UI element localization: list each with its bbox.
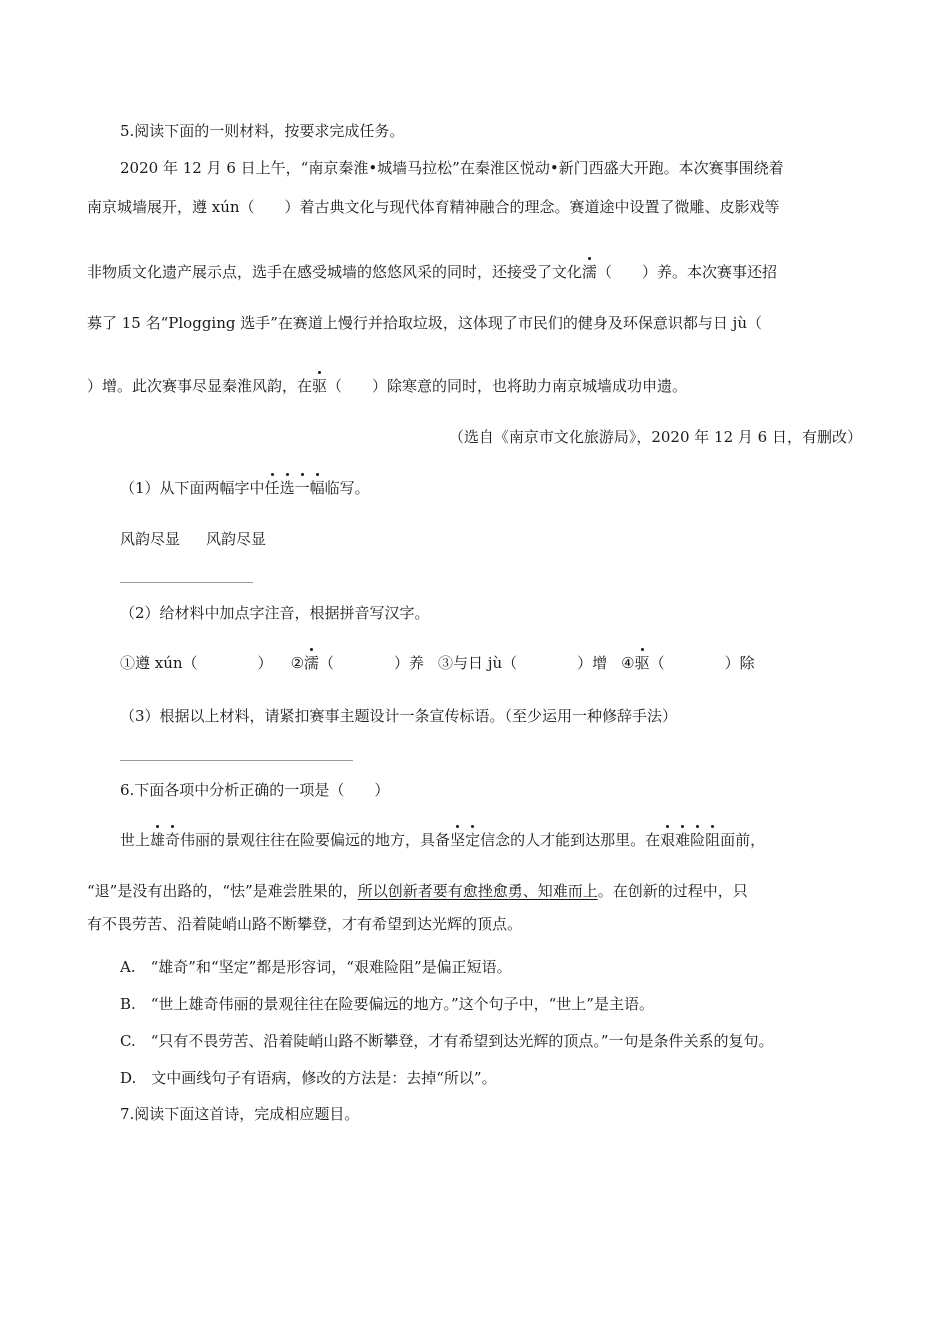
q6-p2-text-a: “退”是没有出路的，“怯”是难尝胜果的，	[87, 882, 358, 900]
answer-line-1	[120, 582, 253, 583]
q5-source-citation: （选自《南京市文化旅游局》，2020 年 12 月 6 日，有删改）	[448, 428, 862, 446]
q6-p1-text-a: 世上	[120, 831, 151, 849]
dotted-char: 一	[294, 479, 310, 497]
dotted-char: 任	[264, 479, 280, 497]
q5-sub1	[120, 477, 370, 499]
q5-paragraph-line-3	[87, 261, 777, 283]
q6-option-c: C. “只有不畏劳苦、沿着陡峭山路不断攀登，才有希望到达光辉的顶点。”一句是条件关系的复句。	[120, 1032, 774, 1050]
calligraphy-sample-2: 风韵尽显	[206, 530, 267, 548]
q6-paragraph-line-2	[87, 880, 748, 902]
dotted-char: 难	[675, 831, 691, 849]
q6-dotted-word-1	[150, 831, 180, 849]
q5-sub1-text-a: （1）从下面两幅字中	[120, 479, 265, 497]
dotted-char: 险	[690, 831, 706, 849]
blank-item-4-dotted-char: 驱	[634, 654, 650, 672]
q6-title: 6.下面各项中分析正确的一项是（ ）	[120, 781, 390, 799]
calligraphy-sample-1: 风韵尽显	[120, 530, 181, 548]
q7-title: 7.阅读下面这首诗，完成相应题目。	[120, 1105, 360, 1123]
dotted-char: 定	[465, 831, 481, 849]
q5-p5-dotted-char: 驱	[312, 377, 328, 395]
blank-item-2-a: ②	[290, 654, 305, 672]
q5-paragraph-line-4: 募了 15 名“Plogging 选手”在赛道上慢行并拾取垃圾，这体现了市民们的健身及环保意识都与日 jù（	[87, 314, 762, 332]
dotted-char: 雄	[150, 831, 166, 849]
q5-sub3: （3）根据以上材料，请紧扣赛事主题设计一条宣传标语。（至少运用一种修辞手法）	[120, 707, 678, 725]
q6-paragraph-line-1	[120, 829, 765, 851]
q6-p1-text-b: 伟丽的景观往往在险要偏远的地方，具备	[180, 831, 451, 849]
dotted-char: 阻	[705, 831, 721, 849]
q5-blanks-row	[120, 652, 755, 674]
q5-p3-dotted-char: 濡	[582, 263, 598, 281]
q6-p1-text-c: 信念的人才能到达那里。在	[480, 831, 661, 849]
q5-paragraph-line-5	[87, 375, 687, 397]
q6-p1-text-d: 面前，	[720, 831, 766, 849]
q6-dotted-word-2	[450, 831, 480, 849]
blank-item-2-dotted-char: 濡	[304, 654, 320, 672]
blank-item-4-b: （ ）除	[649, 654, 755, 672]
q6-paragraph-line-3: 有不畏劳苦、沿着陡峭山路不断攀登，才有希望到达光辉的顶点。	[87, 915, 523, 933]
blank-item-2-b: （ ）养	[319, 654, 425, 672]
q6-p2-text-b: 。在创新的过程中，只	[597, 882, 748, 900]
q6-underlined-sentence: 所以创新者要有愈挫愈勇、知难而上	[357, 882, 598, 900]
q5-paragraph-line-2: 南京城墙展开，遵 xún（ ）着古典文化与现代体育精神融合的理念。赛道途中设置了微雕、皮影戏等	[87, 198, 780, 216]
dotted-char: 奇	[165, 831, 181, 849]
dotted-char: 幅	[309, 479, 325, 497]
dotted-char: 艰	[660, 831, 676, 849]
blank-item-1: ①遵 xún（ ）	[120, 654, 273, 672]
q5-sub1-dotted-text	[265, 479, 325, 497]
q5-p5-text-a: ）增。此次赛事尽显秦淮风韵，在	[87, 377, 313, 395]
q5-calligraphy-samples	[120, 528, 266, 550]
q5-sub1-text-b: 临写。	[324, 479, 370, 497]
q6-dotted-word-3	[660, 831, 720, 849]
q5-sub2: （2）给材料中加点字注音，根据拼音写汉字。	[120, 604, 430, 622]
q5-p3-text-a: 非物质文化遗产展示点，选手在感受城墙的悠悠风采的同时，还接受了文化	[87, 263, 583, 281]
q6-option-b: B. “世上雄奇伟丽的景观往往在险要偏远的地方。”这个句子中，“世上”是主语。	[120, 995, 654, 1013]
dotted-char: 坚	[450, 831, 466, 849]
q5-p5-text-b: （ ）除寒意的同时，也将助力南京城墙成功申遗。	[327, 377, 688, 395]
q5-title: 5.阅读下面的一则材料，按要求完成任务。	[120, 122, 405, 140]
answer-line-2	[120, 760, 353, 761]
q6-option-d: D. 文中画线句子有语病，修改的方法是：去掉“所以”。	[120, 1069, 497, 1087]
blank-item-4-a: ④	[621, 654, 635, 672]
q6-option-a: A. “雄奇”和“坚定”都是形容词，“艰难险阻”是偏正短语。	[120, 958, 512, 976]
blank-item-3: ③与日 jù（ ）增	[438, 654, 608, 672]
q5-p3-text-b: （ ）养。本次赛事还招	[597, 263, 778, 281]
dotted-char: 选	[279, 479, 295, 497]
q5-paragraph-line-1: 2020 年 12 月 6 日上午，“南京秦淮•城墙马拉松”在秦淮区悦动•新门西盛大开跑。本次赛事围绕着	[120, 159, 784, 177]
